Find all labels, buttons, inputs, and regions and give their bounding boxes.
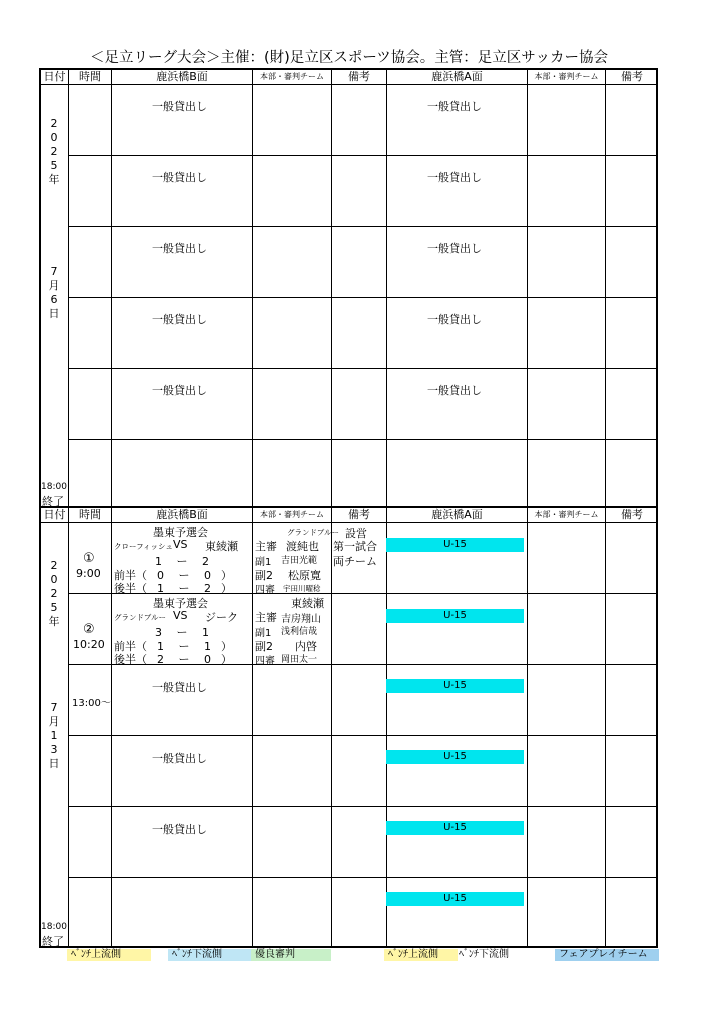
match-1-home: クローフィッシュ: [114, 542, 173, 551]
header-biko-a: 備考: [621, 508, 643, 521]
match-2-ref-4: 四審: [255, 656, 275, 667]
legend-bench-up: ﾍﾞﾝﾁ上流側: [67, 949, 151, 961]
slot-b-4: 一般貸出し: [152, 313, 207, 326]
date-char: 年: [48, 615, 60, 628]
schedule-block-july6: [39, 68, 658, 508]
match-2-score: 3 ー 1: [155, 626, 209, 639]
date-char: 2: [50, 145, 58, 158]
slot-b-5: 一般貸出し: [152, 384, 207, 397]
header-field-b: 鹿浜橋B面: [156, 508, 208, 521]
header-biko-a: 備考: [621, 70, 643, 83]
slot-a-4: 一般貸出し: [427, 313, 482, 326]
match-1-first-half: 0 ー 0: [157, 569, 211, 582]
u15-bar-3: U-15: [386, 679, 524, 693]
match-1-away: 東綾瀬: [205, 540, 238, 553]
match-2-first-half: 1 ー 1: [157, 640, 211, 653]
u15-bar-6: U-15: [386, 892, 524, 906]
match-1-ref-a2: 副2: [255, 569, 273, 582]
header-date: 日付: [43, 70, 66, 83]
slot-3-time: 13:00～: [72, 698, 111, 709]
match-2-ref-a2-name: 内啓: [295, 640, 317, 653]
header-time: 時間: [79, 70, 101, 83]
match-2-ref-team: 東綾瀬: [291, 597, 324, 610]
date-char: 2: [50, 117, 58, 130]
match-2-ref-a1-name: 浅利信哉: [281, 627, 318, 637]
legend-good-ref: 優良審判: [251, 949, 331, 961]
header-date: 日付: [43, 508, 66, 521]
date-char: 0: [50, 131, 58, 144]
slot-b-4: 一般貸出し: [152, 752, 207, 765]
date-char: 日: [48, 757, 60, 770]
match-1-vs: VS: [173, 538, 188, 551]
match-1-second-half: 1 ー 2: [157, 582, 211, 595]
match-1-ref-main-name: 渡純也: [286, 540, 319, 553]
match-1-biko-2: 第一試合: [333, 540, 377, 553]
date-char: 1: [50, 729, 58, 742]
match-1-first-half-label: 前半（: [114, 569, 147, 582]
slot-a-5: 一般貸出し: [427, 384, 482, 397]
header-field-a: 鹿浜橋A面: [431, 508, 483, 521]
match-2-second-half-end: ）: [221, 653, 232, 666]
match-2-first-half-end: ）: [221, 640, 232, 653]
match-2-second-half: 2 ー 0: [157, 653, 211, 666]
match-1-biko-1: 設営: [345, 527, 367, 540]
match-1-league: 墨東予選会: [153, 526, 208, 539]
u15-bar-4: U-15: [386, 750, 524, 764]
match-2-ref-main: 主審: [255, 611, 277, 624]
end-time: 18:00: [41, 482, 67, 492]
date-char: 2: [50, 559, 58, 572]
match-2-league: 墨東予選会: [153, 597, 208, 610]
header-biko: 備考: [348, 508, 370, 521]
match-1-ref-a2-name: 松原寛: [288, 569, 321, 582]
match-1-second-half-label: 後半（: [114, 582, 147, 595]
match-2-vs: VS: [173, 609, 188, 622]
date-char: 7: [50, 265, 58, 278]
u15-bar-2: U-15: [386, 609, 524, 623]
u15-bar-1: U-15: [386, 538, 524, 552]
date-char: 年: [48, 173, 60, 186]
legend-bench-down: ﾍﾞﾝﾁ下流側: [168, 949, 252, 961]
match-2-time: 10:20: [73, 638, 105, 651]
match-1-ref-team: グランドブルー: [287, 528, 339, 537]
header-time: 時間: [79, 508, 101, 521]
date-char: 5: [50, 159, 58, 172]
match-2-second-half-label: 後半（: [114, 653, 147, 666]
header-honbu: 本部・審判チーム: [260, 510, 324, 519]
schedule-block-july13: [39, 506, 658, 948]
slot-b-1: 一般貸出し: [152, 100, 207, 113]
match-1-ref-4-name: 宇田川曜稔: [283, 584, 321, 593]
match-2-away: ジーク: [205, 611, 238, 624]
match-2-ref-a2: 副2: [255, 640, 273, 653]
end-label: 終了: [42, 495, 64, 508]
slot-a-2: 一般貸出し: [427, 171, 482, 184]
header-field-b: 鹿浜橋B面: [156, 70, 208, 83]
match-2-ref-a1: 副1: [255, 628, 272, 639]
slot-a-3: 一般貸出し: [427, 242, 482, 255]
header-biko: 備考: [348, 70, 370, 83]
date-char: 0: [50, 573, 58, 586]
legend-fairplay: フェアプレイチーム: [555, 949, 659, 961]
match-2-ref-4-name: 岡田太一: [281, 655, 318, 665]
legend-bench-up-2: ﾍﾞﾝﾁ上流側: [384, 949, 458, 961]
match-1-ref-a1: 副1: [255, 557, 272, 568]
date-char: 7: [50, 701, 58, 714]
date-char: 5: [50, 601, 58, 614]
date-char: 日: [48, 307, 60, 320]
header-field-a: 鹿浜橋A面: [431, 70, 483, 83]
header-honbu-a: 本部・審判チーム: [534, 72, 599, 81]
u15-bar-5: U-15: [386, 821, 524, 835]
match-2-number: ②: [83, 622, 95, 637]
slot-b-5: 一般貸出し: [152, 823, 207, 836]
date-char: 月: [48, 715, 60, 728]
header-honbu-a: 本部・審判チーム: [534, 510, 599, 519]
match-1-first-half-end: ）: [221, 569, 232, 582]
match-1-number: ①: [83, 551, 95, 566]
match-2-first-half-label: 前半（: [114, 640, 147, 653]
end-time: 18:00: [41, 922, 67, 932]
legend-bench-down-2: ﾍﾞﾝﾁ下流側: [459, 949, 509, 960]
slot-b-3: 一般貸出し: [152, 681, 207, 694]
match-1-ref-4: 四審: [255, 585, 275, 596]
slot-a-1: 一般貸出し: [427, 100, 482, 113]
match-1-second-half-end: ）: [221, 582, 232, 595]
end-label: 終了: [42, 935, 64, 948]
match-1-score: 1 ー 2: [155, 555, 209, 568]
page-title: ＜足立リーグ大会＞主催：(財)足立区スポーツ協会。主管：足立区サッカー協会: [90, 50, 608, 66]
match-2-home: グランドブルー: [114, 613, 166, 622]
date-char: 月: [48, 279, 60, 292]
date-char: 6: [50, 293, 58, 306]
header-honbu: 本部・審判チーム: [260, 72, 324, 81]
slot-b-2: 一般貸出し: [152, 171, 207, 184]
slot-b-3: 一般貸出し: [152, 242, 207, 255]
date-char: 2: [50, 587, 58, 600]
match-1-biko-3: 両チーム: [333, 555, 377, 568]
date-char: 3: [50, 743, 58, 756]
match-1-ref-a1-name: 吉田光範: [281, 556, 318, 566]
match-1-time: 9:00: [76, 567, 101, 580]
match-2-ref-main-name: 吉房翔山: [281, 614, 321, 625]
match-1-ref-main: 主審: [255, 540, 277, 553]
